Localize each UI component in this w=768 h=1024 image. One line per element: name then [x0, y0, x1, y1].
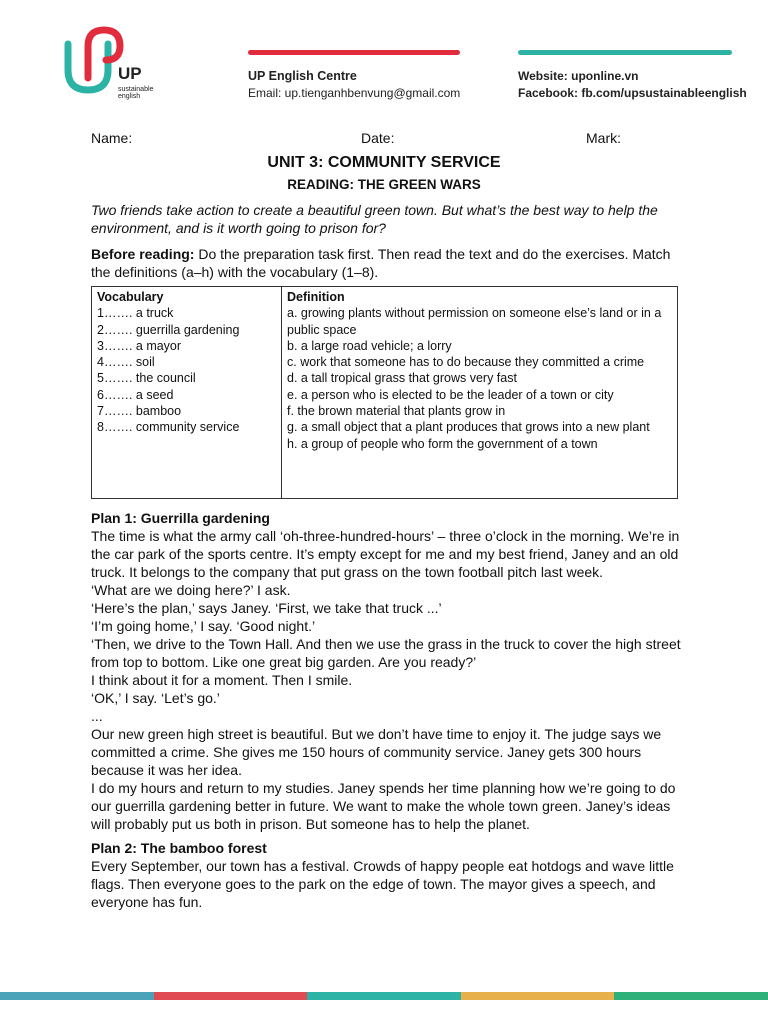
vocab-item: 8……. community service	[97, 420, 240, 435]
story-paragraph: I think about it for a moment. Then I smile.	[91, 672, 353, 688]
header-red-bar	[248, 50, 460, 55]
vocab-item: 6……. a seed	[97, 387, 174, 402]
story-paragraph: ‘Then, we drive to the Town Hall. And then we use the grass in the truck to cover the high street from top to bottom. Like one great big garden. Are you ready?’	[91, 636, 681, 670]
footer-segment	[0, 992, 154, 1000]
intro-text: Two friends take action to create a beautiful green town. But what’s the best way to help the environment, and is it worth going to prison for?	[91, 202, 658, 236]
story-paragraph: Our new green high street is beautiful. But we don’t have time to enjoy it. The judge says we committed a crime. She gives me 150 hours of community service. Janey gets 300 hours because it was her idea.	[91, 726, 662, 778]
footer-segment	[307, 992, 461, 1000]
page-header	[0, 0, 768, 120]
definition-item: f. the brown material that plants grow in	[287, 404, 506, 419]
logo-text: UP	[118, 64, 142, 83]
definition-item: g. a small object that a plant produces that grows into a new plant	[287, 420, 650, 435]
org-facebook: Facebook: fb.com/upsustainableenglish	[518, 86, 747, 100]
vocabulary-column	[92, 287, 282, 498]
vocab-item: 5……. the council	[97, 371, 196, 386]
org-website: Website: uponline.vn	[518, 69, 639, 83]
header-contact-left	[248, 68, 460, 102]
before-reading	[91, 245, 681, 281]
definition-column	[282, 287, 677, 498]
vocab-item: 1……. a truck	[97, 306, 174, 321]
date-label: Date:	[361, 130, 395, 146]
story-paragraph: Every September, our town has a festival. Crowds of happy people eat hotdogs and wave little flags. Then everyone goes to the park on the edge of town. The mayor gives a speech, and everyone has fun.	[91, 858, 674, 910]
definition-header: Definition	[287, 290, 345, 304]
vocab-item: 3……. a mayor	[97, 338, 182, 353]
definition-item: b. a large road vehicle; a lorry	[287, 338, 452, 353]
story-paragraph: The time is what the army call ‘oh-three-hundred-hours’ – three o’clock in the morning. We’re in the car park of the sports centre. It’s empty except for me and my best friend, Janey and an old truck. It belongs to the company that put grass on the town football pitch last week.	[91, 528, 680, 580]
before-reading-text: Do the preparation task first. Then read the text and do the exercises. Match the definitions (a–h) with the vocabulary (1–8).	[91, 246, 671, 280]
name-label: Name:	[91, 130, 133, 146]
before-reading-label: Before reading:	[91, 246, 195, 262]
header-teal-bar	[518, 50, 732, 55]
page-title: UNIT 3: COMMUNITY SERVICE	[267, 154, 501, 171]
mark-label: Mark:	[586, 130, 621, 146]
plan1-heading: Plan 1: Guerrilla gardening	[91, 510, 270, 526]
story-paragraph: ‘OK,’ I say. ‘Let’s go.’	[91, 690, 220, 706]
definition-item: h. a group of people who form the government of a town	[287, 436, 598, 451]
story-paragraph: ‘I’m going home,’ I say. ‘Good night.’	[91, 618, 316, 634]
org-email: Email: up.tienganhbenvung@gmail.com	[248, 86, 461, 100]
vocab-item: 4……. soil	[97, 355, 155, 370]
page-subtitle: READING: THE GREEN WARS	[287, 177, 481, 192]
logo-tagline: sustainable english	[118, 86, 154, 100]
footer-segment	[154, 992, 308, 1000]
story-paragraph: ‘Here’s the plan,’ says Janey. ‘First, we take that truck ...’	[91, 600, 442, 616]
reading-text	[91, 509, 681, 911]
footer-color-bar	[0, 992, 768, 1000]
footer-segment	[614, 992, 768, 1000]
vocabulary-header: Vocabulary	[97, 290, 164, 304]
definition-item: e. a person who is elected to be the leader of a town or city	[287, 387, 614, 402]
definition-item: a. growing plants without permission on someone else’s land or in a public space	[287, 306, 662, 337]
vocab-item: 7……. bamboo	[97, 404, 182, 419]
definition-item: d. a tall tropical grass that grows very fast	[287, 371, 517, 386]
vocab-item: 2……. guerrilla gardening	[97, 322, 240, 337]
footer-segment	[461, 992, 615, 1000]
org-name: UP English Centre	[248, 69, 357, 83]
definition-item: c. work that someone has to do because they committed a crime	[287, 355, 645, 370]
plan2-heading: Plan 2: The bamboo forest	[91, 840, 267, 856]
story-paragraph: I do my hours and return to my studies. Janey spends her time planning how we’re going to do our guerrilla gardening better in future. We want to make the whole town green. Janey’s ideas will probably put us both in prison. But someone has to help the planet.	[91, 780, 676, 832]
header-contact-right	[518, 68, 747, 102]
vocabulary-table	[91, 286, 678, 499]
story-paragraph: ...	[91, 708, 103, 724]
story-paragraph: ‘What are we doing here?’ I ask.	[91, 582, 291, 598]
